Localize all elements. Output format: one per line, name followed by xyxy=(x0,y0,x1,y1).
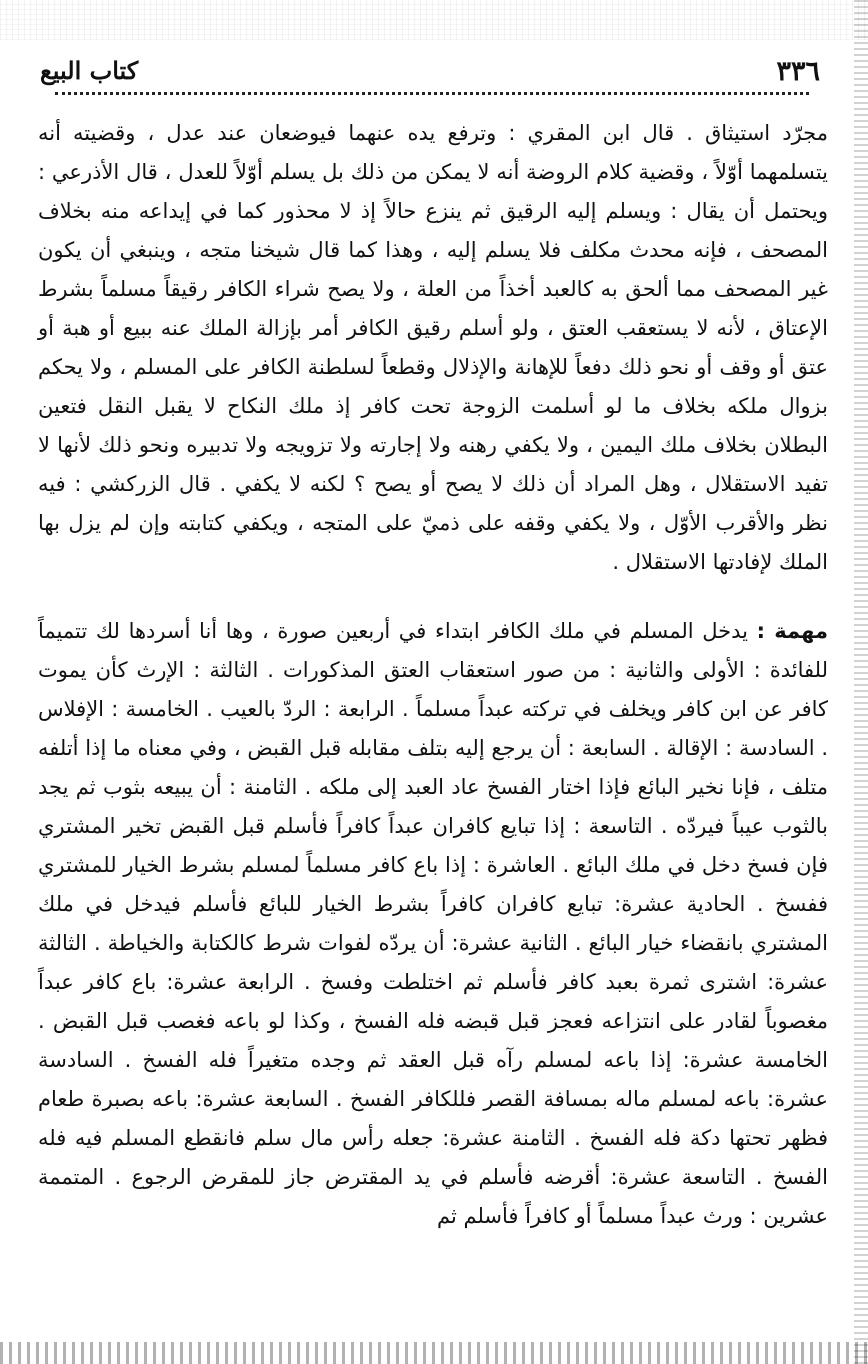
scan-noise-top xyxy=(0,0,868,40)
paragraph-2-lead: مهمة : xyxy=(756,619,828,643)
running-title: كتاب البيع xyxy=(40,56,139,85)
header-divider xyxy=(55,92,809,95)
paragraph-1-text: مجرّد استيثاق . قال ابن المقري : وترفع يده عنهما فيوضعان عند عدل ، وقضيته أنه يتسلمهما أوّلاً ، وقضية كلام الروضة أنه لا يمكن من ذلك بل يسلم أوّلاً للعدل ، قال الأذرعي : ويحتمل أن يقال : ويسلم إليه الرقيق ثم ينزع حالاً إذ لا محذور كما في إيداعه منه بخلاف المصحف ، فإنه محدث مكلف فلا يسلم إليه ، وهذا كما قال شيخنا متجه ، وينبغي أن يكون غير المصحف مما ألحق به كالعبد أخذاً من العلة ، ولا يصح شراء الكافر رقيقاً مسلماً بشرط الإعتاق ، لأنه لا يستعقب العتق ، ولو أسلم رقيق الكافر أمر بإزالة الملك عنه ببيع أو هبة أو عتق أو وقف أو نحو ذلك دفعاً للإهانة والإذلال وقطعاً لسلطنة الكافر على المسلم ، ولا يحكم بزوال ملكه بخلاف ما لو أسلمت الزوجة تحت كافر إذ ملك النكاح لا يقبل النقل فتعين البطلان بخلاف ملك اليمين ، ولا يكفي رهنه ولا إجارته ولا تزويجه ولا تدبيره ونحو ذلك لأنها لا تفيد الاستقلال ، وهل المراد أن ذلك لا يصح أو يصح ؟ لكنه لا يكفي . قال الزركشي : فيه نظر والأقرب الأوّل ، ولا يكفي وقفه على ذميّ على المتجه ، ويكفي كتابته وإن لم يزل بها الملك لإفادتها الاستقلال . xyxy=(38,121,828,574)
paragraph-1 xyxy=(38,114,828,582)
scan-edge-right xyxy=(854,0,868,1364)
page-number: ٣٣٦ xyxy=(776,56,820,87)
page-header xyxy=(40,54,820,94)
paragraph-2 xyxy=(38,612,828,1236)
paragraph-2-text-container xyxy=(38,612,828,1236)
paragraph-2-text: يدخل المسلم في ملك الكافر ابتداء في أربعين صورة ، وها أنا أسردها لك تتميماً للفائدة : الأولى والثانية : من صور استعقاب العتق المذكورات . الثالثة : الإرث كأن يموت كافر عن ابن كافر ويخلف في تركته عبداً مسلماً . الرابعة : الردّ بالعيب . الخامسة : الإفلاس . السادسة : الإقالة . السابعة : أن يرجع إليه بتلف مقابله قبل القبض ، وفي معناه ما إذا أتلفه متلف ، فإنا نخير البائع فإذا اختار الفسخ عاد العبد إلى ملكه . الثامنة : أن يبيعه بثوب ثم يجد بالثوب عيباً فيردّه . التاسعة : إذا تبايع كافران عبداً كافراً فأسلم قبل القبض تخير المشتري فإن فسخ دخل في ملك البائع . العاشرة : إذا باع كافر مسلماً لمسلم بشرط الخيار للمشتري ففسخ . الحادية عشرة: تبايع كافران كافراً بشرط الخيار للبائع فأسلم فيدخل في ملك المشتري بانقضاء خيار البائع . الثانية عشرة: أن يردّه لفوات شرط كالكتابة والخياطة . الثالثة عشرة: اشترى ثمرة بعبد كافر فأسلم ثم اختلطت وفسخ . الرابعة عشرة: باع كافر عبداً مغصوباً لقادر على انتزاعه فعجز قبل قبضه فله الفسخ ، وكذا لو باعه فغصب قبل القبض . الخامسة عشرة: إذا باعه لمسلم رآه قبل العقد ثم وجده متغيراً فله الفسخ . السادسة عشرة: باعه لمسلم ماله بمسافة القصر فللكافر الفسخ . السابعة عشرة: باعه بصبرة طعام فظهر تحتها دكة فله الفسخ . الثامنة عشرة: جعله رأس مال سلم فانقطع المسلم فيه فله الفسخ . التاسعة عشرة: أقرضه فأسلم في يد المقترض جاز للمقرض الرجوع . المتممة عشرين : ورث عبداً مسلماً أو كافراً فأسلم ثم xyxy=(38,619,828,1228)
scan-edge-bottom xyxy=(0,1342,868,1364)
page-body xyxy=(38,114,828,1236)
